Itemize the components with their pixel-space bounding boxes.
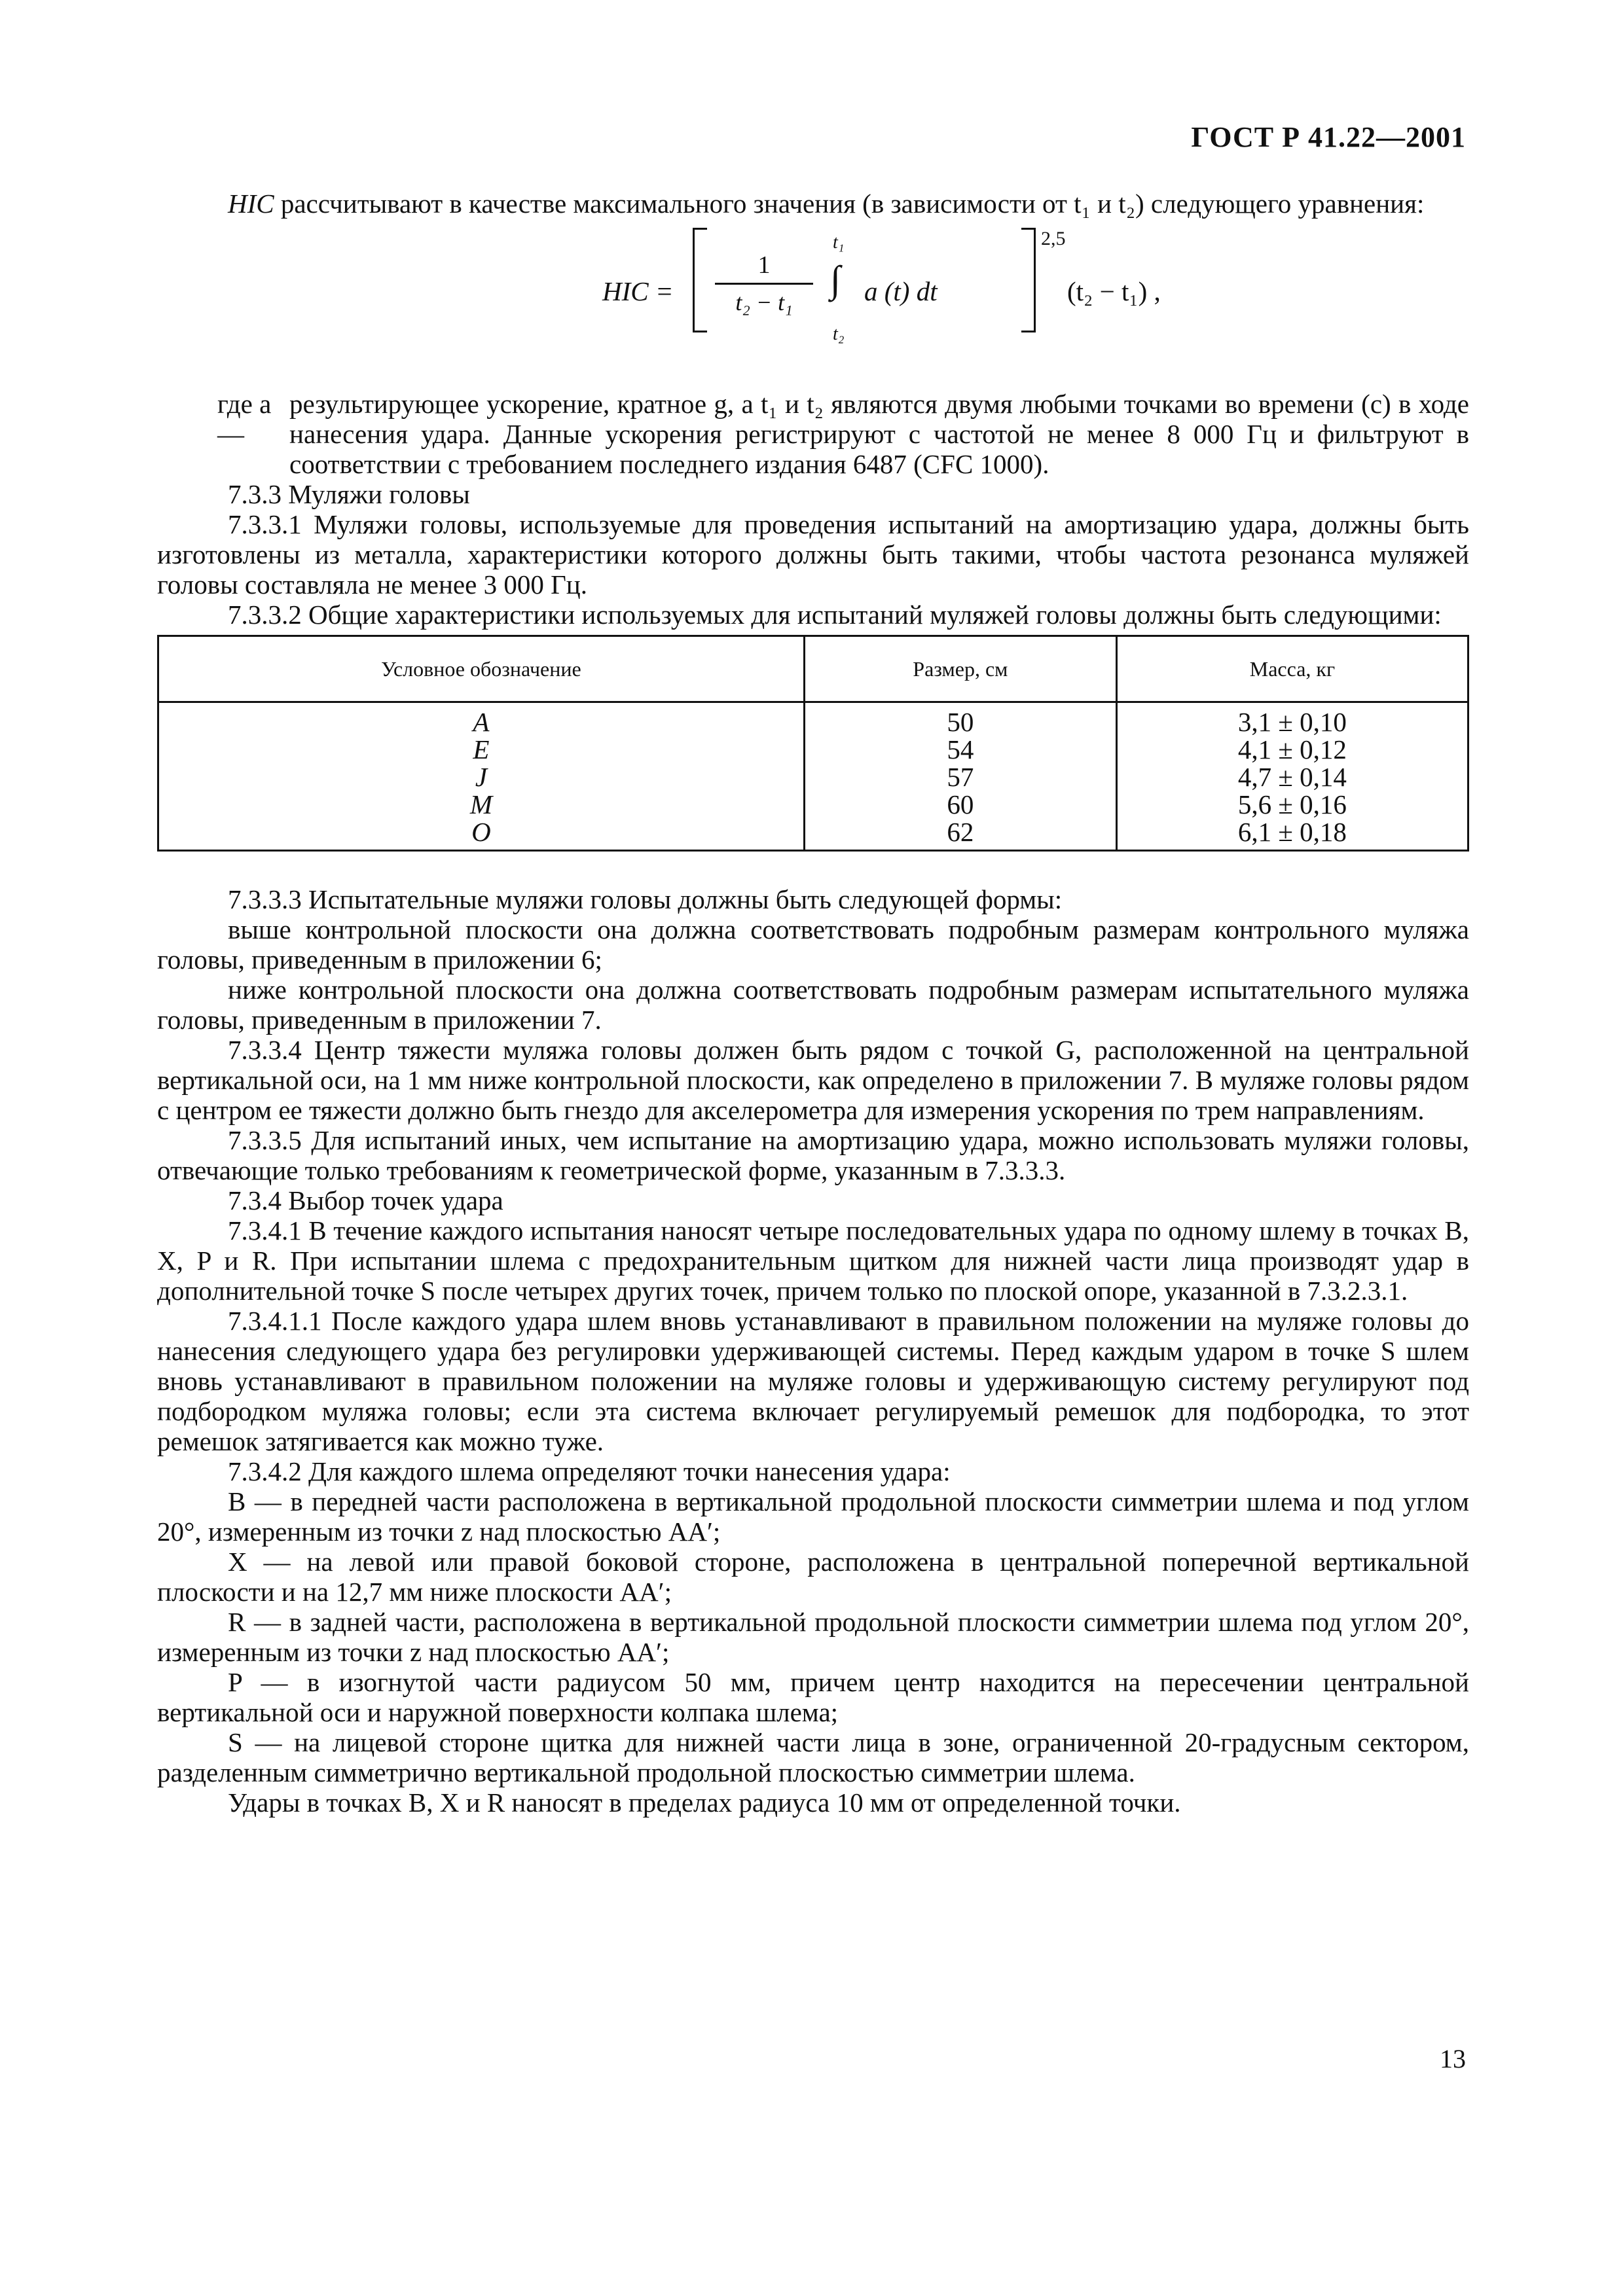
paragraph-7-3-3-3-below: ниже контрольной плоскости она должна соответствовать подробным размерам испытательного муляжа головы, приведенным в приложении 7. [157, 975, 1469, 1035]
formula-fraction [715, 250, 813, 317]
cell-mass: 5,6 ± 0,16 [1116, 791, 1468, 818]
table-row [158, 736, 1468, 763]
intro-paragraph [157, 188, 1469, 219]
cell-mass: 4,1 ± 0,12 [1116, 736, 1468, 763]
integral-lower-limit: t₂ [833, 324, 845, 344]
cell-designation: A [158, 702, 805, 736]
page-number: 13 [1440, 2044, 1466, 2073]
impact-point-s: S — на лицевой стороне щитка для нижней части лица в зоне, ограниченной 20-градусным сектором, разделенным симметрично вертикальной продольной плоскостью симметрии шлема. [157, 1727, 1469, 1787]
cell-designation: J [158, 763, 805, 791]
table-row [158, 702, 1468, 736]
paragraph-7-3-3-4: 7.3.3.4 Центр тяжести муляжа головы должен быть рядом с точкой G, расположенной на центральной вертикальной оси, на 1 мм ниже контрольной плоскости, как определено в приложении 7. В муляже головы рядом с центром ее тяжести должно быть гнездо для акселерометра для измерения ускорения по трем направлениям. [157, 1035, 1469, 1125]
section-7-3-4-heading: 7.3.4 Выбор точек удара [228, 1185, 503, 1215]
formula-lhs: HIC = [602, 276, 674, 306]
column-header-designation: Условное обозначение [158, 636, 805, 702]
formula-denominator: t₂ − t₁ [735, 289, 793, 315]
formula-right-bracket [1021, 228, 1036, 332]
paragraph-7-3-3-1: 7.3.3.1 Муляжи головы, используемые для проведения испытаний на амортизацию удара, должны быть изготовлены из металла, характеристики которого должны быть такими, чтобы частота резонанса муляжей головы составляла не менее 3 000 Гц. [157, 509, 1469, 600]
closing-paragraph: Удары в точках B, X и R наносят в пределах радиуса 10 мм от определенной точки. [228, 1787, 1181, 1818]
paragraph-7-3-3-2: 7.3.3.2 Общие характеристики используемых для испытаний муляжей головы должны быть следующими: [228, 600, 1442, 630]
where-text: результирующее ускорение, кратное g, а t₁ и t₂ являются двумя любыми точками во времени (с) в ходе нанесения удара. Данные ускорения регистрируют с частотой не менее 8 000 Гц и фильтруют в соответствии с требованием последнего издания 6487 (CFC 1000). [289, 389, 1469, 479]
section-7-3-3-heading: 7.3.3 Муляжи головы [228, 479, 470, 509]
paragraph-7-3-3-5: 7.3.3.5 Для испытаний иных, чем испытание на амортизацию удара, можно использовать муляжи головы, отвечающие только требованиям к геометрической форме, указанным в 7.3.3.3. [157, 1125, 1469, 1185]
cell-size: 50 [804, 702, 1116, 736]
cell-size: 62 [804, 818, 1116, 851]
cell-size: 57 [804, 763, 1116, 791]
cell-designation: O [158, 818, 805, 851]
document-header: ГОСТ Р 41.22—2001 [1191, 121, 1466, 153]
paragraph-7-3-4-1-1: 7.3.4.1.1 После каждого удара шлем вновь устанавливают в правильном положении на муляже головы до нанесения следующего удара без регулировки удерживающей системы. Перед каждым ударом в точке S шлем вновь устанавливают в правильном положении на муляже головы и удерживающую систему регулируют под подбородком муляжа головы; если эта система включает регулируемый ремешок для подбородка, то этот ремешок затягивается как можно туже. [157, 1306, 1469, 1456]
cell-mass: 4,7 ± 0,14 [1116, 763, 1468, 791]
intro-text: рассчитывают в качестве максимального значения (в зависимости от t₁ и t₂) следующего уравнения: [274, 188, 1425, 219]
table-row [158, 791, 1468, 818]
formula-integrand: a (t) dt [864, 276, 938, 306]
table-row [158, 818, 1468, 851]
formula-left-bracket [693, 228, 707, 332]
integral-upper-limit: t₁ [833, 232, 845, 253]
document-body [157, 188, 1469, 1818]
hic-formula [157, 219, 1469, 382]
cell-mass: 3,1 ± 0,10 [1116, 702, 1468, 736]
impact-point-p: P — в изогнутой части радиусом 50 мм, причем центр находится на пересечении центральной вертикальной оси и наружной поверхности колпака шлема; [157, 1667, 1469, 1727]
impact-point-r: R — в задней части, расположена в вертикальной продольной плоскости симметрии шлема под углом 20°, измеренным из точки z над плоскостью AA′; [157, 1607, 1469, 1667]
formula-exponent: 2,5 [1041, 228, 1066, 249]
impact-point-b: B — в передней части расположена в вертикальной продольной плоскости симметрии шлема и под углом 20°, измеренным из точки z над плоскостью AA′; [157, 1486, 1469, 1547]
impact-point-x: X — на левой или правой боковой стороне, расположена в центральной поперечной вертикальной плоскости и на 12,7 мм ниже плоскости AA′; [157, 1547, 1469, 1607]
paragraph-7-3-3-3: 7.3.3.3 Испытательные муляжи головы должны быть следующей формы: [228, 884, 1063, 914]
paragraph-7-3-3-3-above: выше контрольной плоскости она должна соответствовать подробным размерам контрольного муляжа головы, приведенным в приложении 6; [157, 914, 1469, 975]
paragraph-7-3-4-1: 7.3.4.1 В течение каждого испытания наносят четыре последовательных удара по одному шлему в точках B, X, P и R. При испытании шлема с предохранительным щитком для нижней части лица производят удар в дополнительной точке S после четырех других точек, причем только по плоской опоре, указанной в 7.3.2.3.1. [157, 1215, 1469, 1306]
cell-size: 60 [804, 791, 1116, 818]
hic-term: HIC [228, 188, 274, 219]
cell-size: 54 [804, 736, 1116, 763]
column-header-mass: Масса, кг [1116, 636, 1468, 702]
where-clause [157, 389, 1469, 479]
cell-mass: 6,1 ± 0,18 [1116, 818, 1468, 851]
table-row [158, 763, 1468, 791]
fraction-bar [715, 283, 813, 285]
formula-tail: (t₂ − t₁) , [1067, 276, 1161, 306]
column-header-size: Размер, см [804, 636, 1116, 702]
formula-numerator: 1 [757, 251, 771, 279]
where-label: где a — [217, 389, 272, 449]
integral-sign: ∫ [830, 258, 841, 300]
headform-table [157, 635, 1469, 852]
cell-designation: E [158, 736, 805, 763]
cell-designation: M [158, 791, 805, 818]
paragraph-7-3-4-2: 7.3.4.2 Для каждого шлема определяют точки нанесения удара: [228, 1456, 951, 1486]
